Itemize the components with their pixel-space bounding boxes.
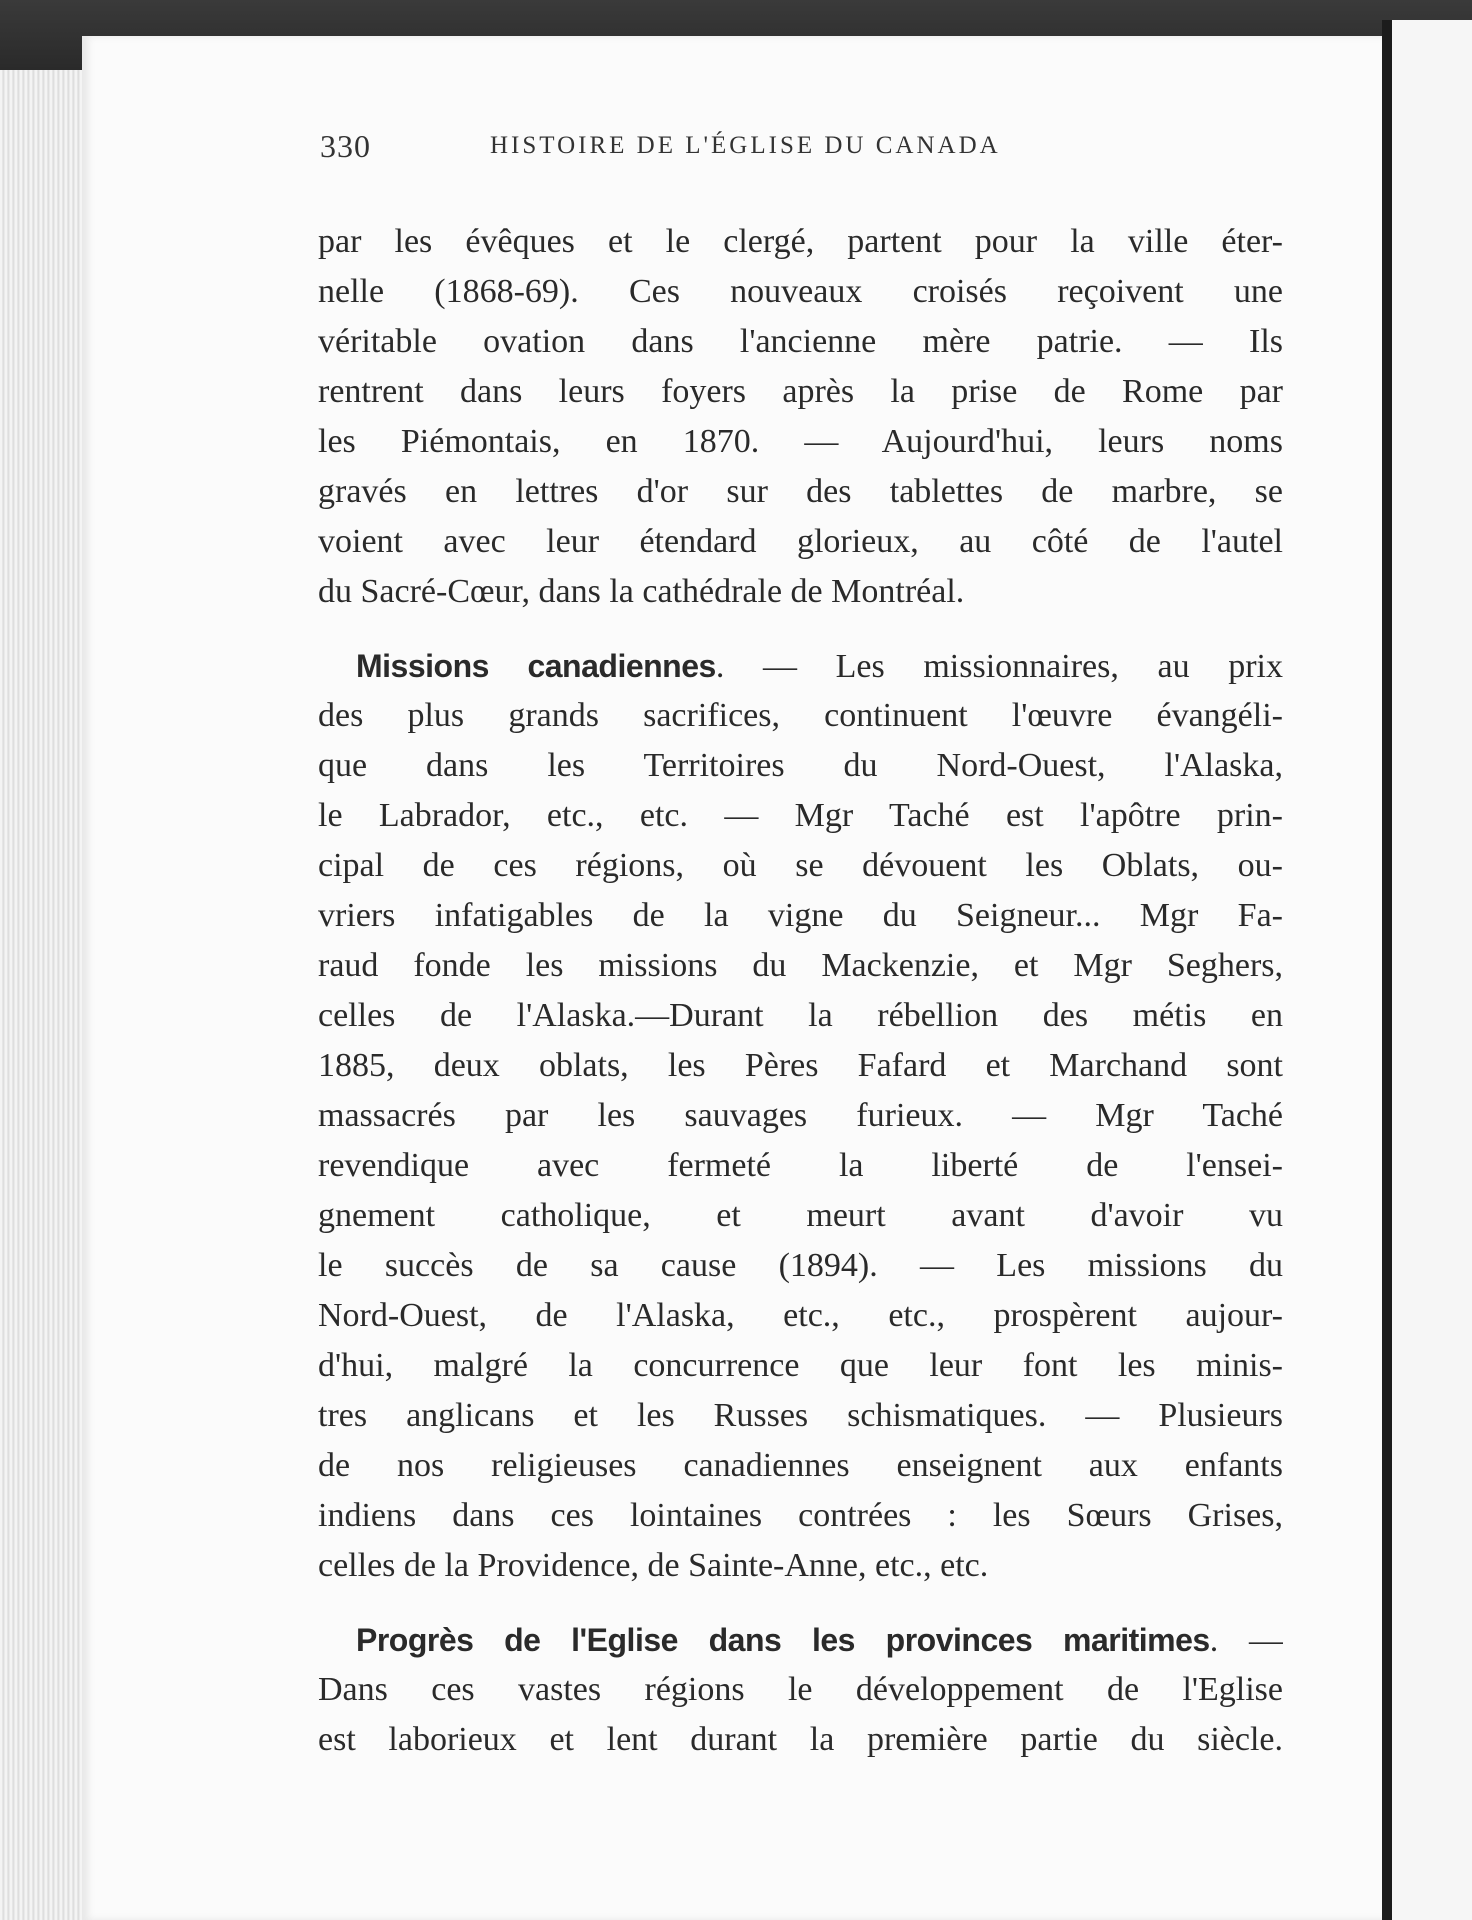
book-page-edges bbox=[0, 70, 90, 1920]
text-line: que dans les Territoires du Nord-Ouest, l'Alaska, bbox=[318, 747, 1283, 784]
page-number: 330 bbox=[320, 128, 371, 164]
section-heading: Progrès de l'Eglise dans les provinces maritimes bbox=[356, 1622, 1210, 1658]
text-line: Nord-Ouest, de l'Alaska, etc., etc., prospèrent aujour- bbox=[318, 1297, 1283, 1334]
paragraph-3 bbox=[318, 1615, 1283, 1765]
section-heading: Missions canadiennes bbox=[356, 648, 716, 684]
text-line: tres anglicans et les Russes schismatiques. — Plusieurs bbox=[318, 1397, 1283, 1434]
text-line: gnement catholique, et meurt avant d'avoir vu bbox=[318, 1197, 1283, 1234]
text-line: du Sacré-Cœur, dans la cathédrale de Montréal. bbox=[318, 573, 965, 610]
text-line: d'hui, malgré la concurrence que leur font les minis- bbox=[318, 1347, 1283, 1384]
heading-line-rest: . — bbox=[1209, 1622, 1283, 1659]
text-line: les Piémontais, en 1870. — Aujourd'hui, leurs noms bbox=[318, 423, 1283, 460]
paragraph-gap bbox=[318, 1591, 1283, 1615]
paragraph-1 bbox=[318, 217, 1283, 617]
running-header bbox=[320, 128, 1220, 172]
heading-line-rest: . — Les missionnaires, au prix bbox=[715, 648, 1283, 685]
facing-page-strip bbox=[1392, 20, 1472, 1920]
text-line: par les évêques et le clergé, partent pour la ville éter- bbox=[318, 223, 1283, 260]
text-line: est laborieux et lent durant la première partie du siècle. bbox=[318, 1721, 1283, 1758]
text-line: celles de l'Alaska.—Durant la rébellion des métis en bbox=[318, 997, 1283, 1034]
page-gutter bbox=[1382, 20, 1392, 1920]
text-line: vriers infatigables de la vigne du Seigneur... Mgr Fa- bbox=[318, 897, 1283, 934]
text-line: le Labrador, etc., etc. — Mgr Taché est l'apôtre prin- bbox=[318, 797, 1283, 834]
text-line: raud fonde les missions du Mackenzie, et Mgr Seghers, bbox=[318, 947, 1283, 984]
text-line: celles de la Providence, de Sainte-Anne, etc., etc. bbox=[318, 1547, 989, 1584]
text-line: massacrés par les sauvages furieux. — Mgr Taché bbox=[318, 1097, 1283, 1134]
text-line: Dans ces vastes régions le développement de l'Eglise bbox=[318, 1671, 1283, 1708]
text-line: le succès de sa cause (1894). — Les missions du bbox=[318, 1247, 1283, 1284]
section-heading-line bbox=[318, 1615, 1283, 1665]
paragraph-2 bbox=[318, 641, 1283, 1591]
text-line: de nos religieuses canadiennes enseignent aux enfants bbox=[318, 1447, 1283, 1484]
text-line: des plus grands sacrifices, continuent l'œuvre évangéli- bbox=[318, 697, 1283, 734]
running-title: HISTOIRE DE L'ÉGLISE DU CANADA bbox=[490, 132, 1001, 159]
text-line: véritable ovation dans l'ancienne mère patrie. — Ils bbox=[318, 323, 1283, 360]
section-heading-line bbox=[318, 641, 1283, 691]
paragraph-gap bbox=[318, 617, 1283, 641]
text-line: voient avec leur étendard glorieux, au côté de l'autel bbox=[318, 523, 1283, 560]
text-line: 1885, deux oblats, les Pères Fafard et Marchand sont bbox=[318, 1047, 1283, 1084]
text-line: cipal de ces régions, où se dévouent les Oblats, ou- bbox=[318, 847, 1283, 884]
body-text bbox=[318, 217, 1283, 1765]
text-line: nelle (1868-69). Ces nouveaux croisés reçoivent une bbox=[318, 273, 1283, 310]
text-line: indiens dans ces lointaines contrées : les Sœurs Grises, bbox=[318, 1497, 1283, 1534]
text-line: rentrent dans leurs foyers après la prise de Rome par bbox=[318, 373, 1283, 410]
text-line: revendique avec fermeté la liberté de l'ensei- bbox=[318, 1147, 1283, 1184]
text-line: gravés en lettres d'or sur des tablettes de marbre, se bbox=[318, 473, 1283, 510]
